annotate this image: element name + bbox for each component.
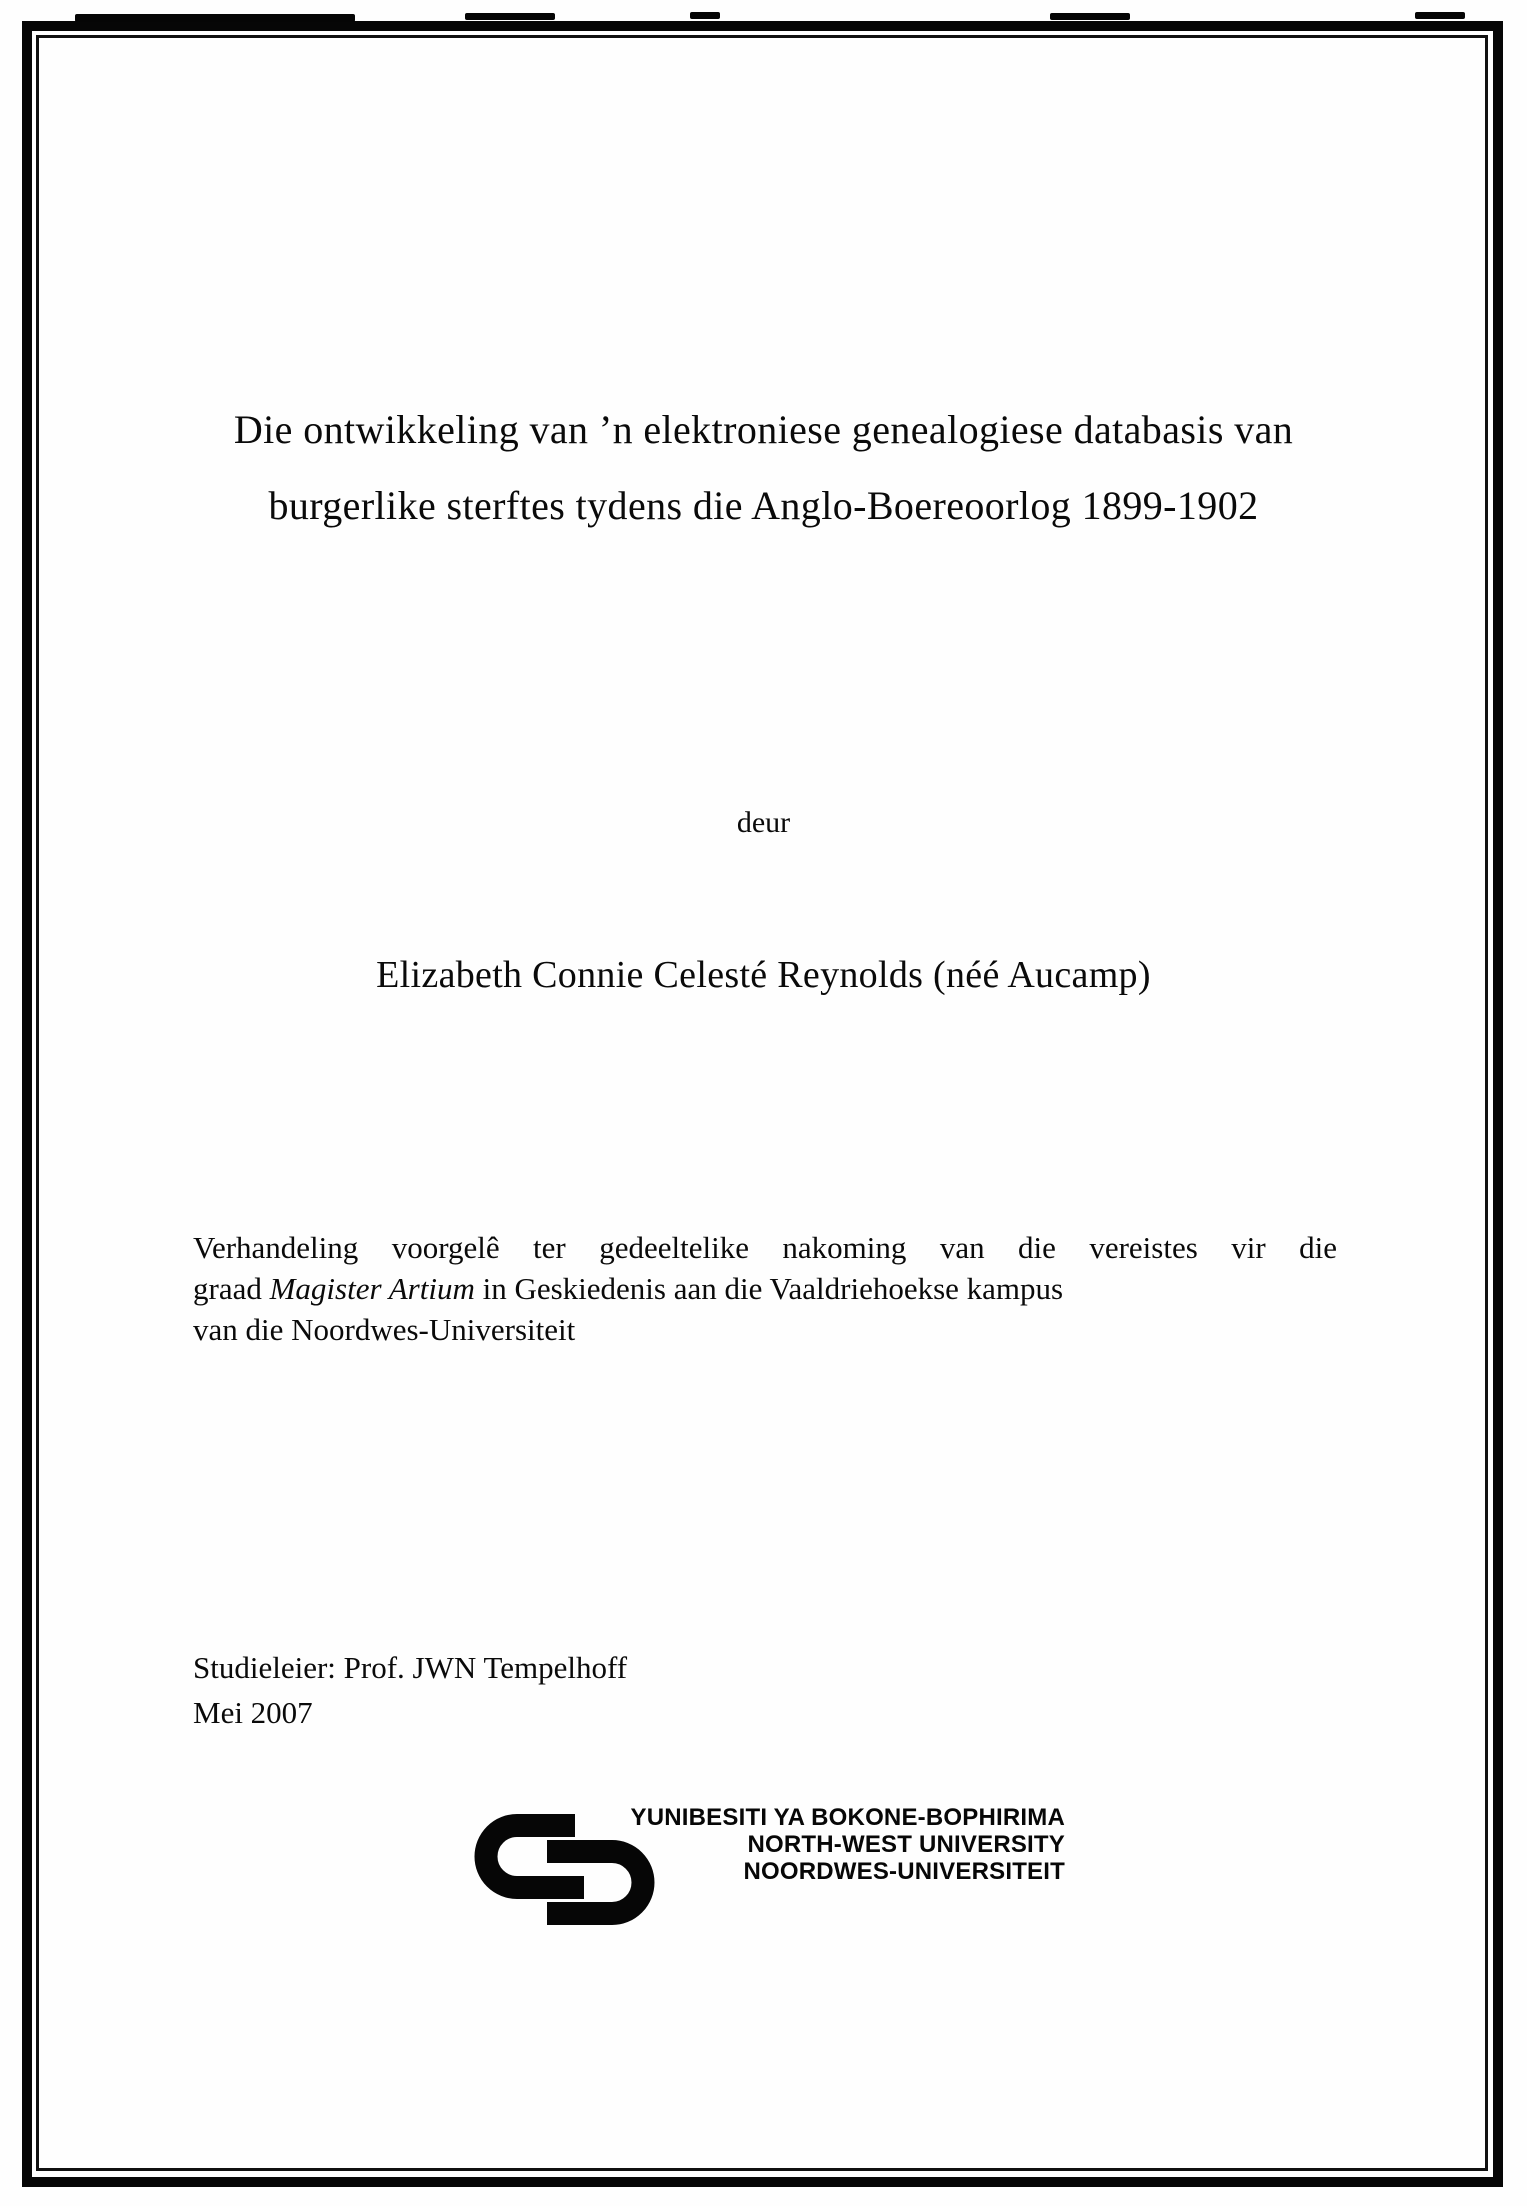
degree-statement-line-2-post: in Geskiedenis aan die Vaaldriehoekse kampus [474,1271,1064,1306]
degree-statement-line-2 [193,1268,1337,1309]
degree-name-italic: Magister Artium [269,1271,475,1306]
scan-artifact [465,13,555,20]
nwu-logo-text-afrikaans: NOORDWES-UNIVERSITEIT [743,1858,1065,1885]
nwu-logo-wordmark [593,1804,1065,1885]
scan-artifact [1050,13,1130,20]
degree-statement-line-1: Verhandeling voorgelê ter gedeeltelike nakoming van die vereistes vir die [193,1230,1337,1265]
date-line: Mei 2007 [193,1695,313,1730]
degree-statement-line-3: van die Noordwes-Universiteit [193,1312,576,1347]
nwu-logo [462,1788,1082,1938]
thesis-title-line-2: burgerlike sterftes tydens die Anglo-Boereoorlog 1899-1902 [268,483,1259,528]
nwu-logo-text-setswana: YUNIBESITI YA BOKONE-BOPHIRIMA [630,1804,1065,1831]
nwu-logo-text-english: NORTH-WEST UNIVERSITY [747,1831,1065,1858]
thesis-title [110,392,1417,544]
scan-artifact [690,12,720,19]
degree-statement-line-2-pre: graad [193,1271,270,1306]
byline-deur: deur [736,806,791,839]
author-name: Elizabeth Connie Celesté Reynolds (néé Aucamp) [376,954,1151,996]
scan-artifact [1415,12,1465,19]
thesis-title-line-1: Die ontwikkeling van ’n elektroniese genealogiese databasis van [233,407,1294,452]
scan-artifact [75,14,355,22]
supervisor-block [193,1645,627,1735]
degree-statement [193,1227,1337,1350]
supervisor-line: Studieleier: Prof. JWN Tempelhoff [193,1650,628,1685]
